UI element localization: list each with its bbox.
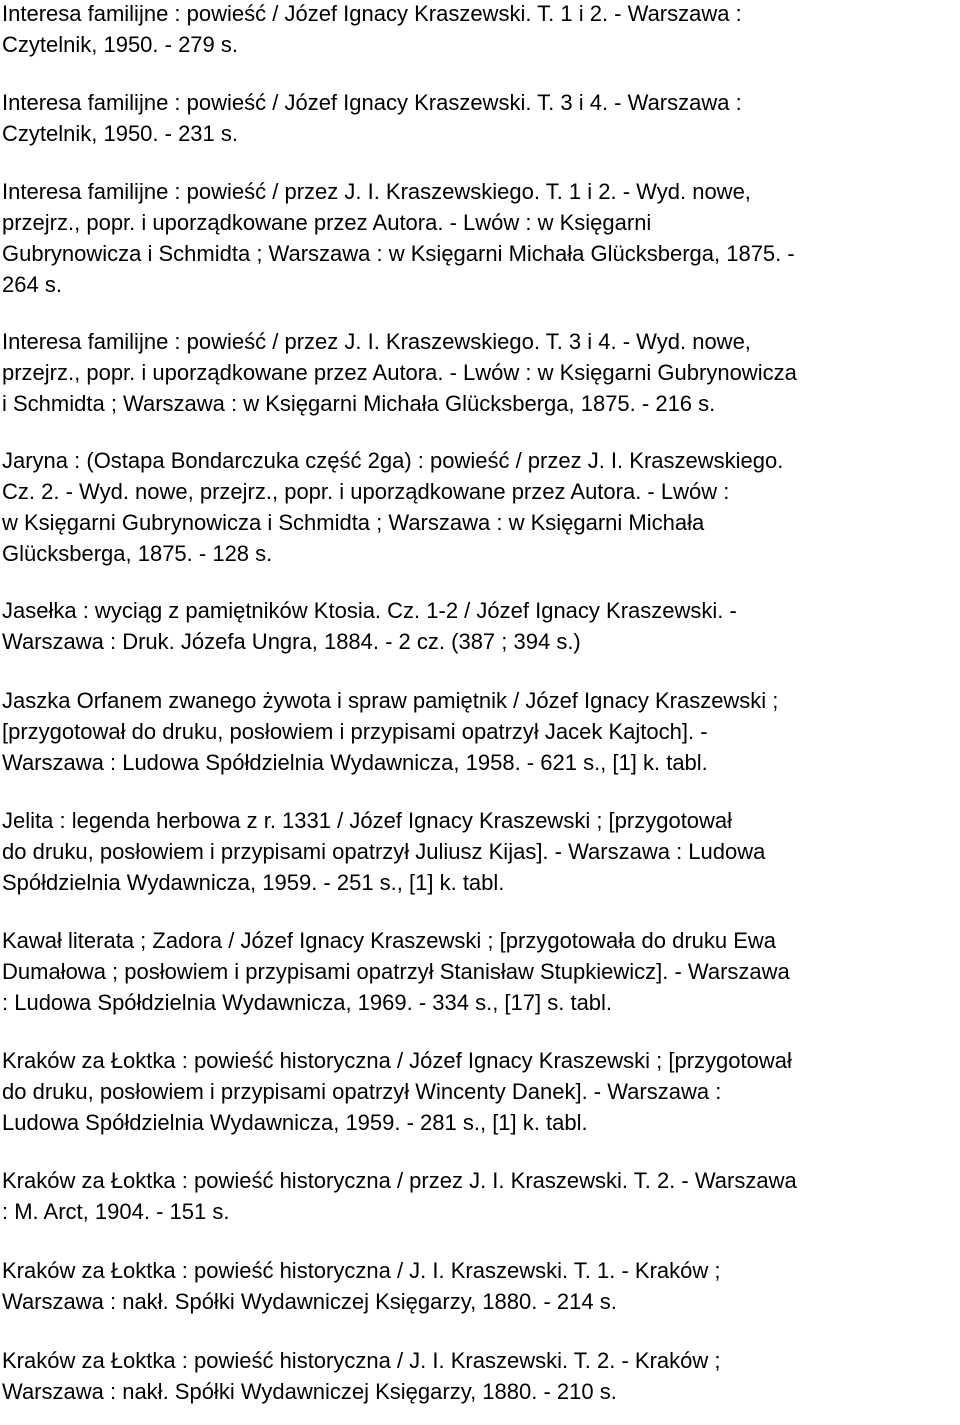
bibliography-entry	[2, 925, 790, 1018]
entry-line: Czytelnik, 1950. - 231 s.	[2, 121, 239, 146]
bibliography-entry	[2, 595, 737, 657]
entry-line: Warszawa : nakł. Spółki Wydawniczej Księgarzy, 1880. - 214 s.	[2, 1289, 617, 1314]
entry-line: Interesa familijne : powieść / Józef Ignacy Kraszewski. T. 3 i 4. - Warszawa :	[2, 90, 742, 115]
entry-line: Jaryna : (Ostapa Bondarczuka część 2ga) : powieść / przez J. I. Kraszewskiego.	[2, 448, 784, 473]
bibliography-entry	[2, 87, 742, 149]
bibliography-entry	[2, 176, 795, 300]
entry-line: Kraków za Łoktka : powieść historyczna / J. I. Kraszewski. T. 1. - Kraków ;	[2, 1258, 721, 1283]
bibliography-entry	[2, 1165, 797, 1227]
entry-line: Interesa familijne : powieść / przez J. I. Kraszewskiego. T. 1 i 2. - Wyd. nowe,	[2, 179, 751, 204]
entry-line: Jasełka : wyciąg z pamiętników Ktosia. Cz. 1-2 / Józef Ignacy Kraszewski. -	[2, 598, 737, 623]
entry-line: Ludowa Spółdzielnia Wydawnicza, 1959. - 281 s., [1] k. tabl.	[2, 1110, 588, 1135]
entry-line: Cz. 2. - Wyd. nowe, przejrz., popr. i uporządkowane przez Autora. - Lwów :	[2, 479, 730, 504]
entry-line: do druku, posłowiem i przypisami opatrzył Wincenty Danek]. - Warszawa :	[2, 1079, 722, 1104]
bibliography-entry	[2, 1255, 721, 1317]
entry-line: Jaszka Orfanem zwanego żywota i spraw pamiętnik / Józef Ignacy Kraszewski ;	[2, 688, 779, 713]
entry-line: 264 s.	[2, 272, 62, 297]
bibliography-entry	[2, 1345, 721, 1407]
entry-line: Czytelnik, 1950. - 279 s.	[2, 32, 239, 57]
entry-line: przejrz., popr. i uporządkowane przez Autora. - Lwów : w Księgarni	[2, 210, 652, 235]
bibliography-entry	[2, 1045, 792, 1138]
entry-line: Gubrynowicza i Schmidta ; Warszawa : w Księgarni Michała Glücksberga, 1875. -	[2, 241, 795, 266]
entry-line: Jelita : legenda herbowa z r. 1331 / Józef Ignacy Kraszewski ; [przygotował	[2, 808, 733, 833]
entry-line: i Schmidta ; Warszawa : w Księgarni Michała Glücksberga, 1875. - 216 s.	[2, 391, 716, 416]
bibliography-entry	[2, 445, 783, 569]
entry-line: Spółdzielnia Wydawnicza, 1959. - 251 s., [1] k. tabl.	[2, 870, 505, 895]
entry-line: Warszawa : nakł. Spółki Wydawniczej Księgarzy, 1880. - 210 s.	[2, 1379, 617, 1404]
entry-line: w Księgarni Gubrynowicza i Schmidta ; Warszawa : w Księgarni Michała	[2, 510, 705, 535]
entry-line: Kawał literata ; Zadora / Józef Ignacy Kraszewski ; [przygotowała do druku Ewa	[2, 928, 777, 953]
entry-line: [przygotował do druku, posłowiem i przypisami opatrzył Jacek Kajtoch]. -	[2, 719, 708, 744]
bibliography-entry	[2, 685, 778, 778]
entry-line: Glücksberga, 1875. - 128 s.	[2, 541, 273, 566]
entry-line: Warszawa : Ludowa Spółdzielnia Wydawnicza, 1958. - 621 s., [1] k. tabl.	[2, 750, 708, 775]
entry-line: : Ludowa Spółdzielnia Wydawnicza, 1969. - 334 s., [17] s. tabl.	[2, 990, 613, 1015]
entry-line: Warszawa : Druk. Józefa Ungra, 1884. - 2 cz. (387 ; 394 s.)	[2, 629, 581, 654]
entry-line: Interesa familijne : powieść / Józef Ignacy Kraszewski. T. 1 i 2. - Warszawa :	[2, 1, 742, 26]
entry-line: Dumałowa ; posłowiem i przypisami opatrzył Stanisław Stupkiewicz]. - Warszawa	[2, 959, 790, 984]
bibliography-entry	[2, 0, 742, 60]
bibliography-entry	[2, 805, 765, 898]
entry-line: przejrz., popr. i uporządkowane przez Autora. - Lwów : w Księgarni Gubrynowicza	[2, 360, 797, 385]
entry-line: do druku, posłowiem i przypisami opatrzył Juliusz Kijas]. - Warszawa : Ludowa	[2, 839, 766, 864]
entry-line: Kraków za Łoktka : powieść historyczna / Józef Ignacy Kraszewski ; [przygotował	[2, 1048, 792, 1073]
entry-line: Kraków za Łoktka : powieść historyczna / J. I. Kraszewski. T. 2. - Kraków ;	[2, 1348, 721, 1373]
entry-line: : M. Arct, 1904. - 151 s.	[2, 1199, 230, 1224]
entry-line: Kraków za Łoktka : powieść historyczna / przez J. I. Kraszewski. T. 2. - Warszawa	[2, 1168, 797, 1193]
bibliography-entry	[2, 326, 797, 419]
entry-line: Interesa familijne : powieść / przez J. I. Kraszewskiego. T. 3 i 4. - Wyd. nowe,	[2, 329, 751, 354]
